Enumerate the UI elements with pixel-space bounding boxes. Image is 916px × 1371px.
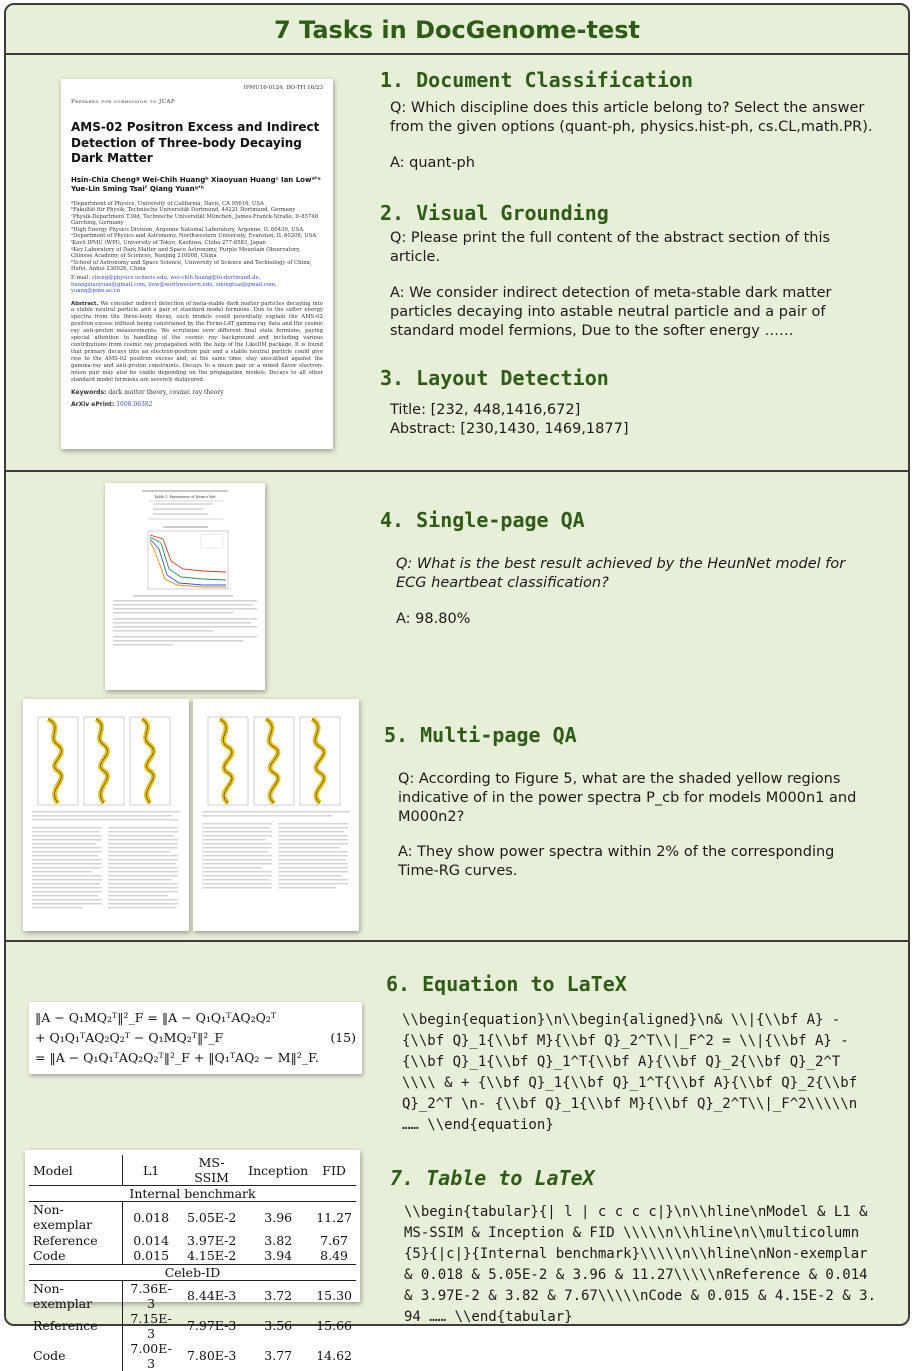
table-row <box>29 1232 356 1248</box>
paper-header-id: IPMU16-0124, DO-TH 16/23 <box>243 85 323 91</box>
results-table <box>29 1155 356 1371</box>
table-cell: 15.30 <box>312 1280 356 1311</box>
table-cell: 3.77 <box>264 1348 293 1363</box>
table-row <box>29 1311 356 1341</box>
affiliation-item: ᵈHigh Energy Physics Division, Argonne National Laboratory, Argonne, IL 60439, USA <box>71 226 304 233</box>
table-cell: 7.36E-3 <box>123 1280 179 1311</box>
paper-arxiv <box>71 401 323 409</box>
paper-title: AMS-02 Positron Excess and Indirect Detection of Three-body Decaying Dark Matter <box>71 120 320 165</box>
table-image <box>25 1150 360 1371</box>
table-cell: Code <box>29 1341 123 1371</box>
task-4-question: Q: What is the best result achieved by the HeunNet model for ECG heartbeat classification? <box>396 556 846 591</box>
header-inception: Inception <box>248 1162 309 1178</box>
main-frame <box>4 3 910 1371</box>
equation-image <box>29 1002 362 1074</box>
task-1-answer: A: quant-ph <box>390 155 475 171</box>
task-1-heading: 1. Document Classification <box>380 68 694 92</box>
task-4-heading: 4. Single-page QA <box>380 508 585 532</box>
multi-page-thumbnail-2 <box>193 699 359 931</box>
task-4-answer: A: 98.80% <box>396 611 471 627</box>
table-cell: 0.018 <box>123 1202 179 1233</box>
table-cell: 11.27 <box>312 1202 356 1233</box>
single-page-thumbnail <box>105 483 265 690</box>
task-6-heading: 6. Equation to LaTeX <box>386 972 627 996</box>
table-cell: 7.00E-3 <box>130 1340 172 1371</box>
task-2-heading: 2. Visual Grounding <box>380 201 609 225</box>
affiliation-item: ᵍKey Laboratory of Dark Matter and Space Astronomy, Purple Mountain Observatory, Chinese Academy of Sciences, Nanjing 210008, China <box>71 246 301 260</box>
affiliation-item: ᵉDepartment of Physics and Astronomy, Northwestern University, Evanston, IL 60208, USA <box>71 233 317 240</box>
affiliation-item: ªDepartment of Physics, University of California, Davis, CA 95616, USA <box>71 200 264 207</box>
task-5-answer: A: They show power spectra within 2% of the corresponding Time-RG curves. <box>398 844 835 879</box>
divider-1 <box>6 470 908 472</box>
table-cell: 7.15E-3 <box>130 1310 172 1341</box>
table-cell: 3.94 <box>264 1248 293 1264</box>
header-fid: FID <box>322 1162 346 1178</box>
task-2-answer: A: We consider indirect detection of meta-stable dark matter particles decaying into astable neutral particle and a pair of standard model fermions, Due to the softer energy …… <box>390 285 832 339</box>
table-cell: Reference <box>29 1311 123 1341</box>
table-caption: Table 1: Parameters of Heun's Net <box>154 495 216 499</box>
task-7-latex: \\begin{tabular}{| l | c c c c|}\n\\hline\nModel & L1 & MS-SSIM & Inception & FID \\\\\n\\hline\n\\multicolumn{5}{|c|}{Internal benchmark}\\\\\n\\hline\nNon-exemplar & 0.018 & 5.05E-2 & 3.96 & 11.27\\\\\nReference & 0.014 & 3.97E-2 & 3.82 & 7.67\\\\\nCode & 0.015 & 4.15E-2 & 3.94 …… \\end{tabular} <box>404 1204 877 1325</box>
table-cell: 0.014 <box>133 1232 170 1248</box>
keywords-label: Keywords: <box>71 389 107 397</box>
table-cell: 14.62 <box>316 1348 352 1363</box>
paper-keywords <box>71 389 323 397</box>
affiliation-item: ᵇFakultät für Physik, Technische Universität Dortmund, 44221 Dortmund, Germany <box>71 207 296 214</box>
equation-line-1: ‖A − Q₁MQ₂ᵀ‖²_F = ‖A − Q₁Q₁ᵀAQ₂Q₂ᵀ <box>35 1010 277 1025</box>
table-cell: 3.82 <box>264 1232 293 1248</box>
keywords-text: dark matter theory, cosmic ray theory <box>108 389 224 397</box>
table-cell: Non-exemplar <box>29 1202 123 1233</box>
arxiv-id: 1608.06382 <box>116 400 153 408</box>
layout-title-box: Title: [232, 448,1416,672] <box>390 402 581 418</box>
header-l1: L1 <box>143 1162 160 1178</box>
table-cell: 7.97E-3 <box>186 1318 237 1333</box>
task-7-heading: 7. Table to LaTeX <box>390 1166 595 1190</box>
chart-thumbnail <box>113 499 257 649</box>
abstract-text: We consider indirect detection of meta-stable dark matter particles decaying into a stable neutral particle and a pair of standard model fermions. Due to the softer energy spectra from the three-body decay, such models could potentially explain the AMS-02 positron excess without being constrained by the Fermi-LAT gamma-ray data and the cosmic ray anti-proton measurements. We scrutinize over different final state fermions, paying special attention to handling of the cosmic ray background and including various contributions from cosmic ray propagation with the help of the LikeDM package. It is found that primary decays into an electron-positron pair and a stable neutral particle could give rise to the AMS-02 positron excess and, at the same time, stay unscathed against the gamma-ray and anti-proton constraints. Decays to a muon pair or a mixed flavor electron-muon pair may also be viable depending on the propagation models. Decays to all other standard model fermions are severely disfavored. <box>71 300 323 383</box>
header-model: Model <box>29 1155 123 1186</box>
table-row <box>29 1280 356 1311</box>
table-cell: 3.72 <box>244 1280 312 1311</box>
equation-line-2: + Q₁Q₁ᵀAQ₂Q₂ᵀ − Q₁MQ₂ᵀ‖²_F <box>35 1030 224 1045</box>
table-cell: 3.96 <box>244 1202 312 1233</box>
header-line <box>142 490 228 492</box>
paper-thumbnail <box>61 79 333 449</box>
email-list: cheng@physics.ucdavis.edu, wei-chih.huang@tu-dortmund.de, huangxiaoyuan@gmail.com, ilow@northwestern.edu, smingtsai@gmail.com, yuanq@pmo.ac.cn <box>71 275 277 295</box>
equation-line-2-row <box>35 1028 356 1048</box>
table-row <box>29 1341 356 1371</box>
equation-number: (15) <box>330 1030 356 1045</box>
affiliation-item: ᶜPhysik-Department T30d, Technische Universität München, James-Franck-Straße, D-85748 Garching, Germany <box>71 213 319 227</box>
affiliation-item: ʰSchool of Astronomy and Space Science, University of Science and Technology of China, Hefei, Anhui 230026, China <box>71 259 312 273</box>
table-cell: 0.015 <box>133 1248 170 1264</box>
task-1-question: Q: Which discipline does this article belong to? Select the answer from the given options (quant-ph, physics.hist-ph, cs.CL,math.PR). <box>390 100 873 135</box>
table-row <box>29 1248 356 1264</box>
task-2-question: Q: Please print the full content of the abstract section of this article. <box>390 230 831 265</box>
affiliation-item: ᶠKavli IPMU (WPI), University of Tokyo, Kashiwa, Chiba 277-8583, Japan <box>71 240 266 247</box>
table-cell: Reference <box>29 1232 123 1248</box>
divider-2 <box>6 940 908 942</box>
table-cell: 3.97E-2 <box>186 1232 237 1248</box>
table-cell: Code <box>29 1248 123 1264</box>
abstract-label: Abstract. <box>71 300 99 307</box>
page-title: 7 Tasks in DocGenome-test <box>6 5 908 55</box>
table-cell: 8.49 <box>320 1248 349 1264</box>
paper-authors: Hsin-Chia Chengª Wei-Chih Huangᵇ Xiaoyuan Huangᶜ Ian Lowᵈʼᵉ Yue-Lin Sming Tsaiᶠ Qiang Yuanᵍʼʰ <box>71 175 321 193</box>
table-section-label: Celeb-ID <box>29 1264 356 1280</box>
table-section-row <box>29 1186 356 1202</box>
power-spectra-figure-1 <box>28 703 184 927</box>
table-cell: 4.15E-2 <box>186 1248 237 1264</box>
table-header-row <box>29 1155 356 1186</box>
equation-line-3: = ‖A − Q₁Q₁ᵀAQ₂Q₂ᵀ‖²_F + ‖Q₁ᵀAQ₂ − M‖²_F. <box>35 1050 319 1065</box>
email-label: E-mail: <box>71 275 91 282</box>
table-cell: 7.80E-3 <box>186 1348 237 1363</box>
paper-affiliations <box>71 201 323 274</box>
table-cell: 5.05E-2 <box>179 1202 244 1233</box>
table-cell: 7.67 <box>320 1232 349 1248</box>
task-3-heading: 3. Layout Detection <box>380 366 609 390</box>
table-section-row <box>29 1264 356 1280</box>
arxiv-label: ArXiv ePrint: <box>71 400 115 408</box>
paper-abstract <box>71 301 323 384</box>
task-5-question: Q: According to Figure 5, what are the shaded yellow regions indicative of in the power spectra P_cb for models M000n1 and M000n2? <box>398 771 857 825</box>
table-section-label: Internal benchmark <box>29 1186 356 1202</box>
table-cell: 15.66 <box>316 1318 352 1333</box>
multi-page-thumbnail-1 <box>23 699 189 931</box>
task-5-heading: 5. Multi-page QA <box>384 723 577 747</box>
table-cell: 3.56 <box>264 1318 293 1333</box>
power-spectra-figure-2 <box>198 703 354 927</box>
table-cell: Non-exemplar <box>29 1280 123 1311</box>
layout-abstract-box: Abstract: [230,1430, 1469,1877] <box>390 421 629 437</box>
header-ms-ssim: MS-SSIM <box>194 1155 229 1185</box>
table-cell: 8.44E-3 <box>179 1280 244 1311</box>
paper-email <box>71 275 323 295</box>
paper-prepared: Prepared for submission to JCAP <box>71 98 176 105</box>
task-6-latex: \\begin{equation}\n\\begin{aligned}\n& \\|{\\bf A} - {\\bf Q}_1{\\bf M}{\\bf Q}_2^T\\|_F^2 = \\|{\\bf A} - {\\bf Q}_1{\\bf Q}_1^T{\\bf A}{\\bf Q}_2{\\bf Q}_2^T \\\\ & + {\\bf Q}_1{\\bf Q}_1^T{\\bf A}{\\bf Q}_2{\\bf Q}_2^T \n- {\\bf Q}_1{\\bf M}{\\bf Q}_2^T\\|_F^2\\\\\n …… \\end{equation} <box>402 1012 858 1133</box>
table-row <box>29 1202 356 1233</box>
